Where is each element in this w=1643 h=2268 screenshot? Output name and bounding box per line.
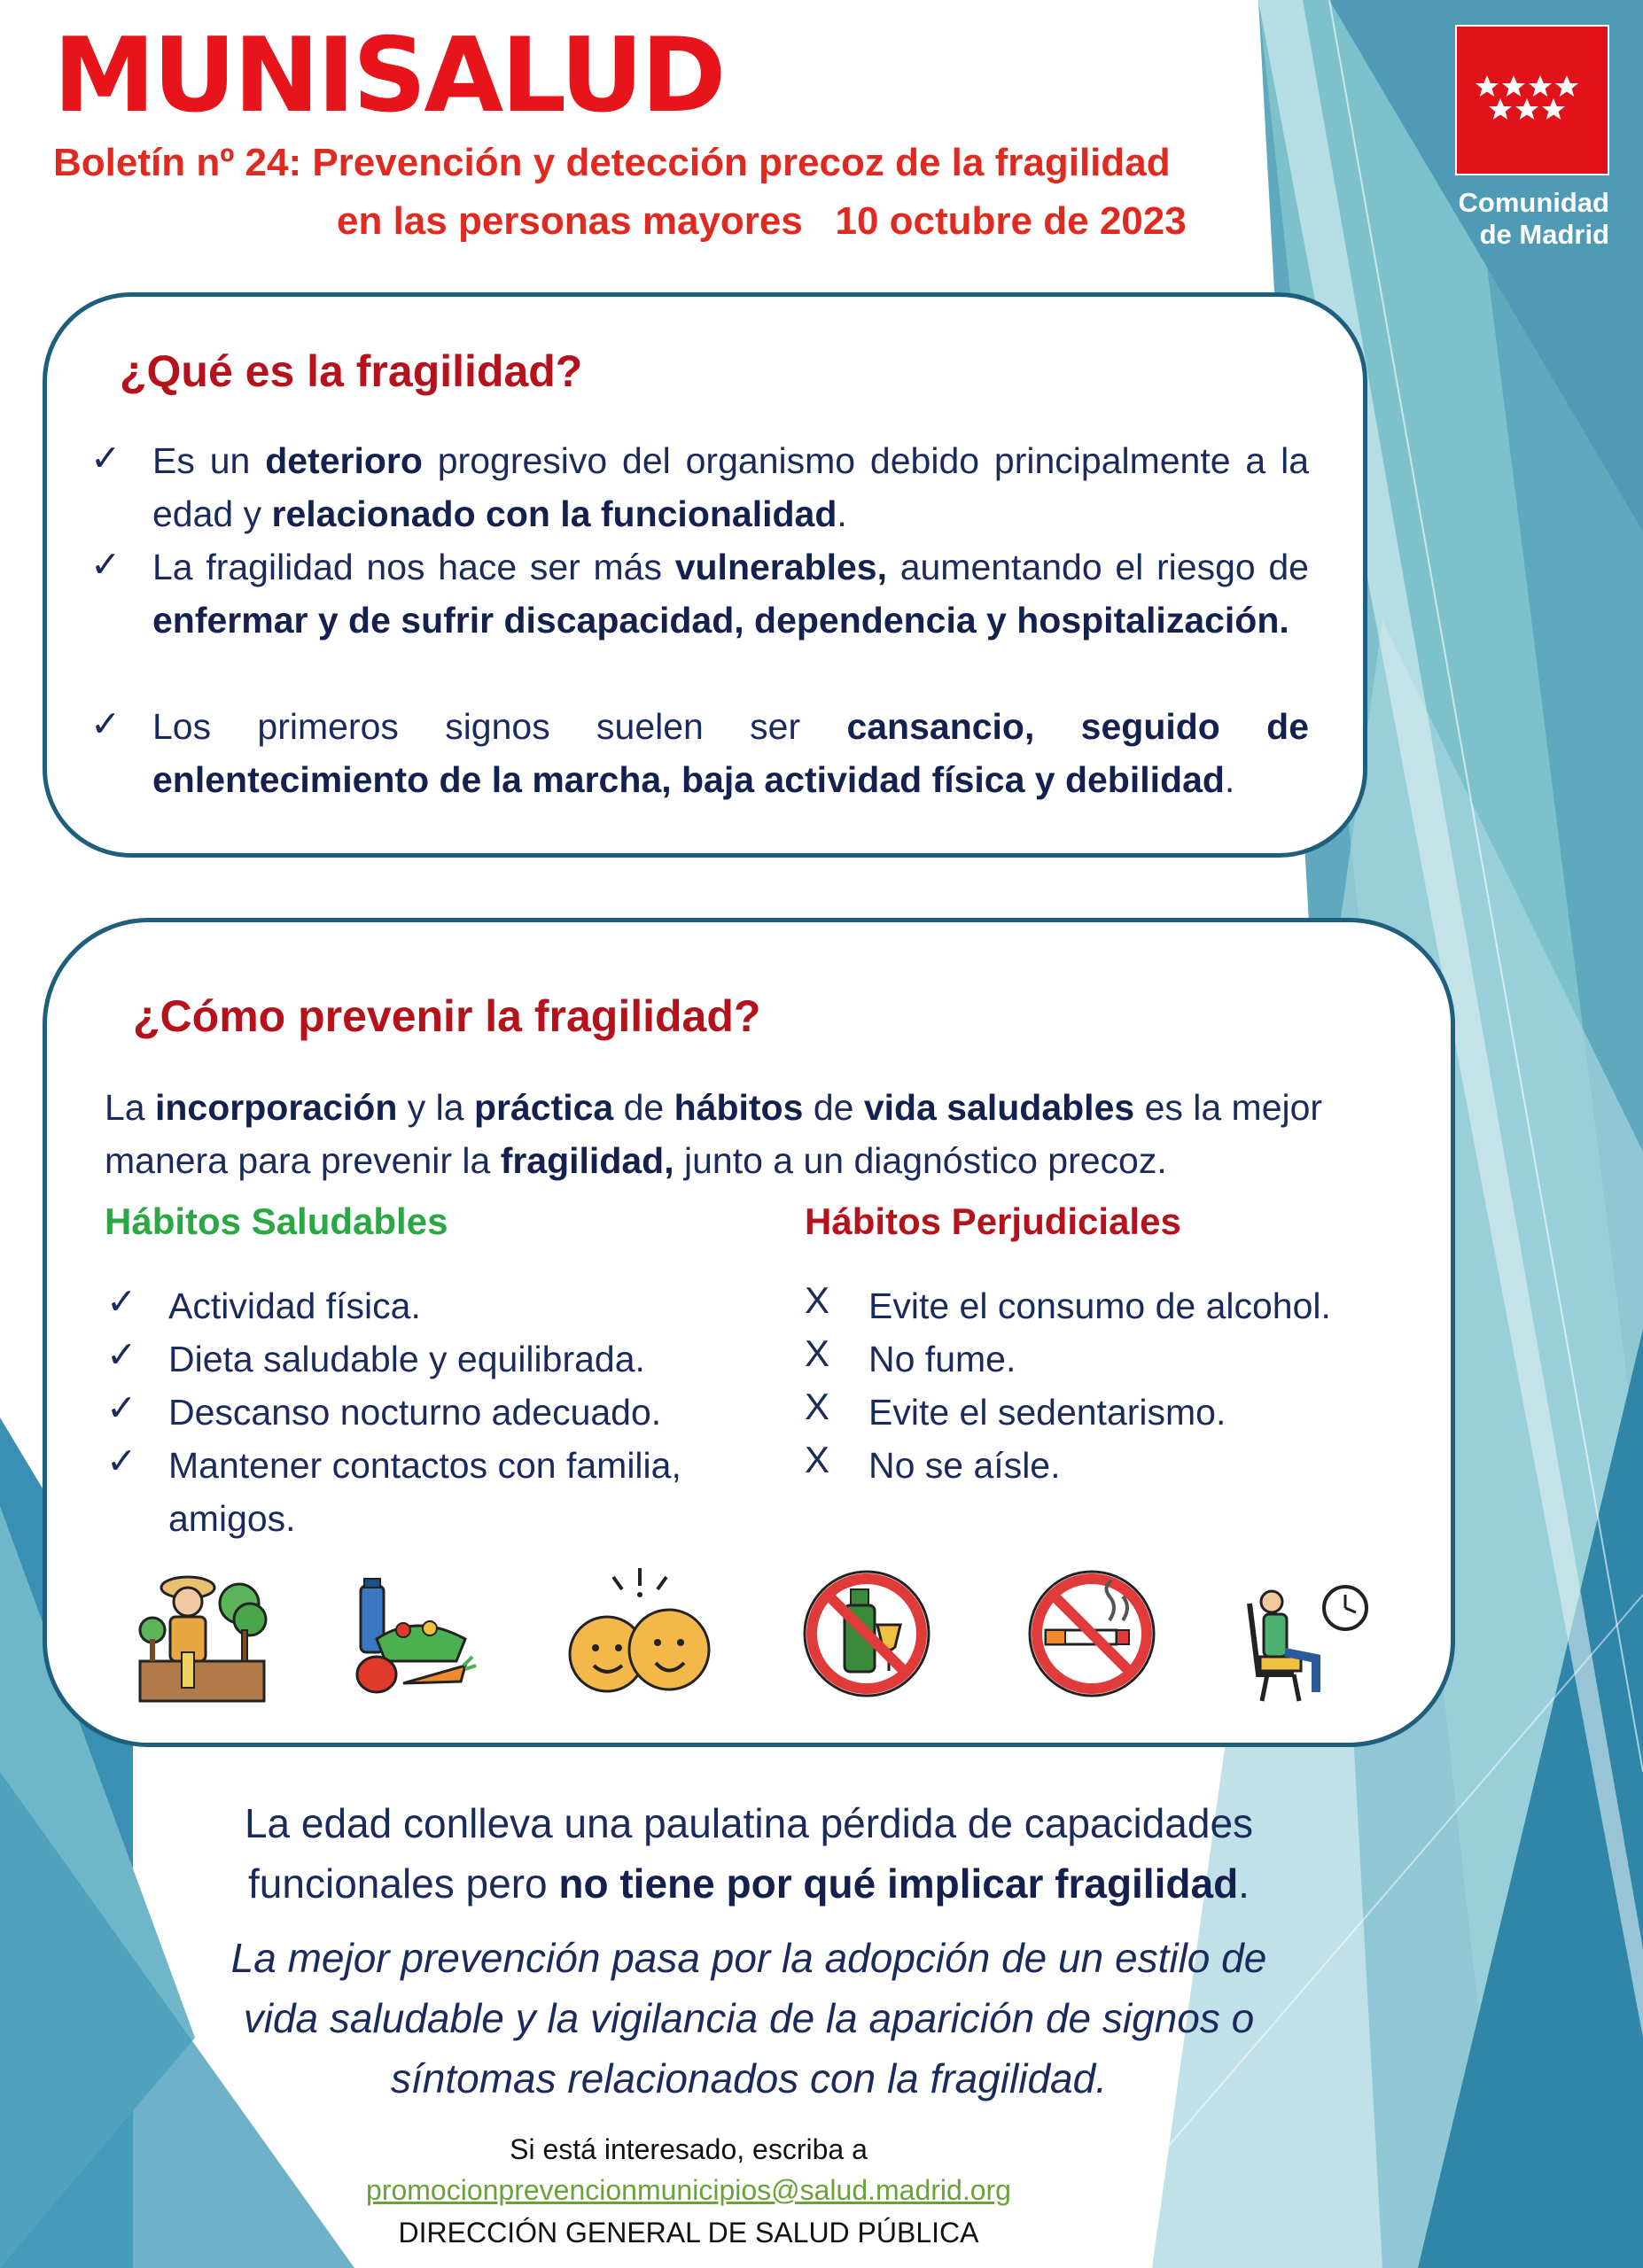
frailty-bullet-1: Es un deterioro progresivo del organismo debido principalmente a la edad y relacionado con la funcionalidad.	[152, 440, 1309, 534]
harmful-habit-item: Evite el consumo de alcohol.	[868, 1285, 1331, 1326]
check-icon: ✓	[106, 1281, 137, 1322]
check-icon: ✓	[90, 544, 121, 585]
check-icon: ✓	[90, 703, 121, 744]
healthy-habit-item-continued: amigos.	[168, 1498, 296, 1539]
check-icon: ✓	[90, 438, 121, 478]
contact-email-link[interactable]: promocionprevencionmunicipios@salud.madrid.org	[366, 2174, 1011, 2206]
healthy-food-icon	[350, 1577, 483, 1701]
contact-email-row	[0, 2174, 1377, 2207]
prevention-statement-line3: síntomas relacionados con la fragilidad.	[390, 2055, 1107, 2101]
healthy-habit-item: Mantener contactos con familia,	[168, 1445, 681, 1486]
check-icon: ✓	[106, 1387, 137, 1428]
bulletin-subtitle-line1: Boletín nº 24: Prevención y detección precoz de la fragilidad	[53, 141, 1171, 184]
smiling-faces-icon	[558, 1561, 718, 1703]
section2-title: ¿Cómo prevenir la fragilidad?	[133, 991, 761, 1041]
harmful-habits-heading: Hábitos Perjudiciales	[805, 1200, 1181, 1242]
closing-paragraph-line1: La edad conlleva una paulatina pérdida de capacidades	[244, 1800, 1254, 1846]
contact-prompt: Si está interesado, escriba a	[510, 2133, 868, 2165]
logo-text-line2: de Madrid	[1479, 219, 1609, 250]
check-icon: ✓	[106, 1334, 137, 1375]
organization-name: DIRECCIÓN GENERAL DE SALUD PÚBLICA	[398, 2217, 979, 2249]
brand-title: MUNISALUD	[53, 16, 724, 136]
harmful-habit-item: No se aísle.	[868, 1445, 1061, 1486]
bulletin-subtitle-line2: en las personas mayores 10 octubre de 2023	[337, 199, 1187, 243]
healthy-habit-item: Dieta saludable y equilibrada.	[168, 1339, 645, 1379]
prevention-statement-line1: La mejor prevención pasa por la adopción de un estilo de	[230, 1935, 1267, 1981]
harmful-habit-item: Evite el sedentarismo.	[868, 1392, 1226, 1433]
prevention-statement-line2: vida saludable y la vigilancia de la aparición de signos o	[243, 1995, 1255, 2041]
no-alcohol-icon	[796, 1563, 938, 1705]
x-icon: X	[805, 1279, 830, 1321]
gardening-person-icon	[133, 1568, 275, 1705]
section1-title: ¿Qué es la fragilidad?	[120, 346, 583, 396]
no-smoking-icon	[1021, 1563, 1163, 1705]
logo-text-line1: Comunidad	[1458, 187, 1609, 218]
closing-paragraph-line2: funcionales pero no tiene por qué implicar fragilidad.	[248, 1860, 1250, 1907]
sedentary-person-clock-icon	[1241, 1577, 1374, 1705]
healthy-habit-item: Descanso nocturno adecuado.	[168, 1392, 662, 1433]
x-icon: X	[805, 1332, 830, 1374]
check-icon: ✓	[106, 1441, 137, 1481]
x-icon: X	[805, 1439, 830, 1480]
frailty-bullet-3: Los primeros signos suelen ser cansancio, seguido de enlentecimiento de la marcha, baja actividad física y debilidad.	[152, 706, 1310, 800]
star-icon	[1455, 25, 1609, 175]
x-icon: X	[805, 1386, 830, 1427]
healthy-habits-heading: Hábitos Saludables	[105, 1200, 448, 1242]
healthy-habit-item: Actividad física.	[168, 1285, 421, 1326]
harmful-habit-item: No fume.	[868, 1339, 1016, 1379]
frailty-bullet-2: La fragilidad nos hace ser más vulnerables, aumentando el riesgo de enfermar y de sufrir discapacidad, dependencia y hospitalización.	[152, 547, 1309, 641]
prevention-intro: La incorporación y la práctica de hábitos de vida saludables es la mejor manera para prevenir la fragilidad, junto a un diagnóstico precoz.	[105, 1087, 1323, 1181]
